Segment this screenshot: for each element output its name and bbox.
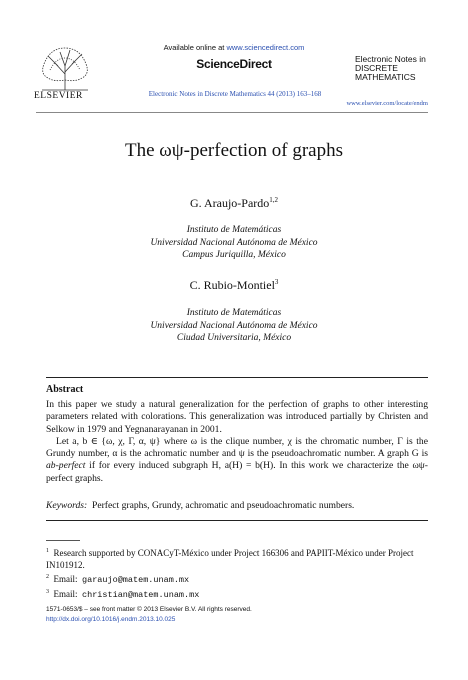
abstract-p2-end: if for every induced subgraph H, a(H) = b(H). In this work we characterize the ωψ-perfect graphs. [46,460,428,484]
journal-name-line3: MATHEMATICS [355,72,416,82]
affiliation-line: Campus Juriquilla, México [182,250,286,260]
footnote-1 [46,545,428,571]
abstract-body [46,399,428,485]
available-prefix: Available online at [163,43,225,52]
elsevier-tree-logo [36,44,94,92]
sciencedirect-link[interactable]: www.sciencedirect.com [226,43,305,52]
abstract-p2-start: Let a, b ∈ {ω, χ, Γ, α, ψ} where ω is the clique number, χ is the chromatic number, Γ is the Grundy number, α is the achromatic number and ψ is the pseudoachromatic number. A graph G is [46,435,428,460]
affiliation-line: Instituto de Matemáticas [186,308,282,318]
issn-line: 1571-0653/$ – see front matter © 2013 Elsevier B.V. All rights reserved. [46,606,252,613]
author-1-name: G. Araujo-Pardo [189,196,270,210]
abstract-p2-term: ab-perfect [46,460,86,472]
author-1 [0,196,468,211]
sciencedirect-logo: ScienceDirect [196,57,272,71]
journal-reference: Electronic Notes in Discrete Mathematics 44 (2013) 163–168 [148,90,322,98]
email-label: Email: [53,589,78,599]
affiliation-line: Universidad Nacional Autónoma de México [150,320,318,331]
header-rule [36,112,428,113]
abstract-bottom-rule [46,520,428,521]
affiliation-line: Instituto de Matemáticas [186,225,282,235]
author-2 [0,278,468,293]
keywords-label: Keywords: [46,500,88,511]
footnote-rule [46,540,80,541]
availability-line [150,43,318,52]
author-1-marks: 1,2 [269,196,279,204]
author-1-affiliation [0,224,468,262]
affiliation-line: Universidad Nacional Autónoma de México [150,237,318,248]
affiliation-line: Ciudad Universitaria, México [176,333,292,343]
journal-name-line2: DISCRETE [355,63,398,73]
footnote-mark: 3 [46,589,49,595]
elsevier-wordmark: ELSEVIER [34,91,83,101]
email-label: Email: [53,574,78,584]
footnotes [46,545,428,601]
journal-url[interactable]: www.elsevier.com/locate/endm [346,100,428,107]
journal-name-line1: Electronic Notes in [355,54,426,64]
author-2-marks: 3 [274,278,279,286]
abstract-top-rule [46,377,428,378]
author-2-name: C. Rubio-Montiel [189,278,275,292]
abstract-heading: Abstract [46,384,84,395]
keywords-text: Perfect graphs, Grundy, achromatic and pseudoachromatic numbers. [92,500,355,511]
footnote-mark: 1 [46,548,49,554]
footnote-1-text: Research supported by CONACyT-México under Project 166306 and PAPIIT-México under Project IN101912. [46,548,414,570]
footnote-mark: 2 [46,574,49,580]
footnote-3 [46,586,428,601]
abstract-paragraph-2 [46,436,428,485]
keywords-line [46,500,428,511]
abstract-paragraph-1: In this paper we study a natural generalization for the perfection of graphs to other interesting parameters related with colorations. This generalization was introduced partially by Christen and Selkow in 1979 and Yegnanarayanan in 2001. [46,399,428,435]
footnote-2 [46,571,428,586]
paper-title: The ωψ-perfection of graphs [124,140,343,161]
email-address[interactable]: christian@matem.unam.mx [82,590,200,600]
author-2-affiliation [0,307,468,345]
email-address[interactable]: garaujo@matem.unam.mx [82,575,190,585]
journal-name-logo [355,55,426,82]
doi-link[interactable]: http://dx.doi.org/10.1016/j.endm.2013.10.025 [46,616,176,623]
